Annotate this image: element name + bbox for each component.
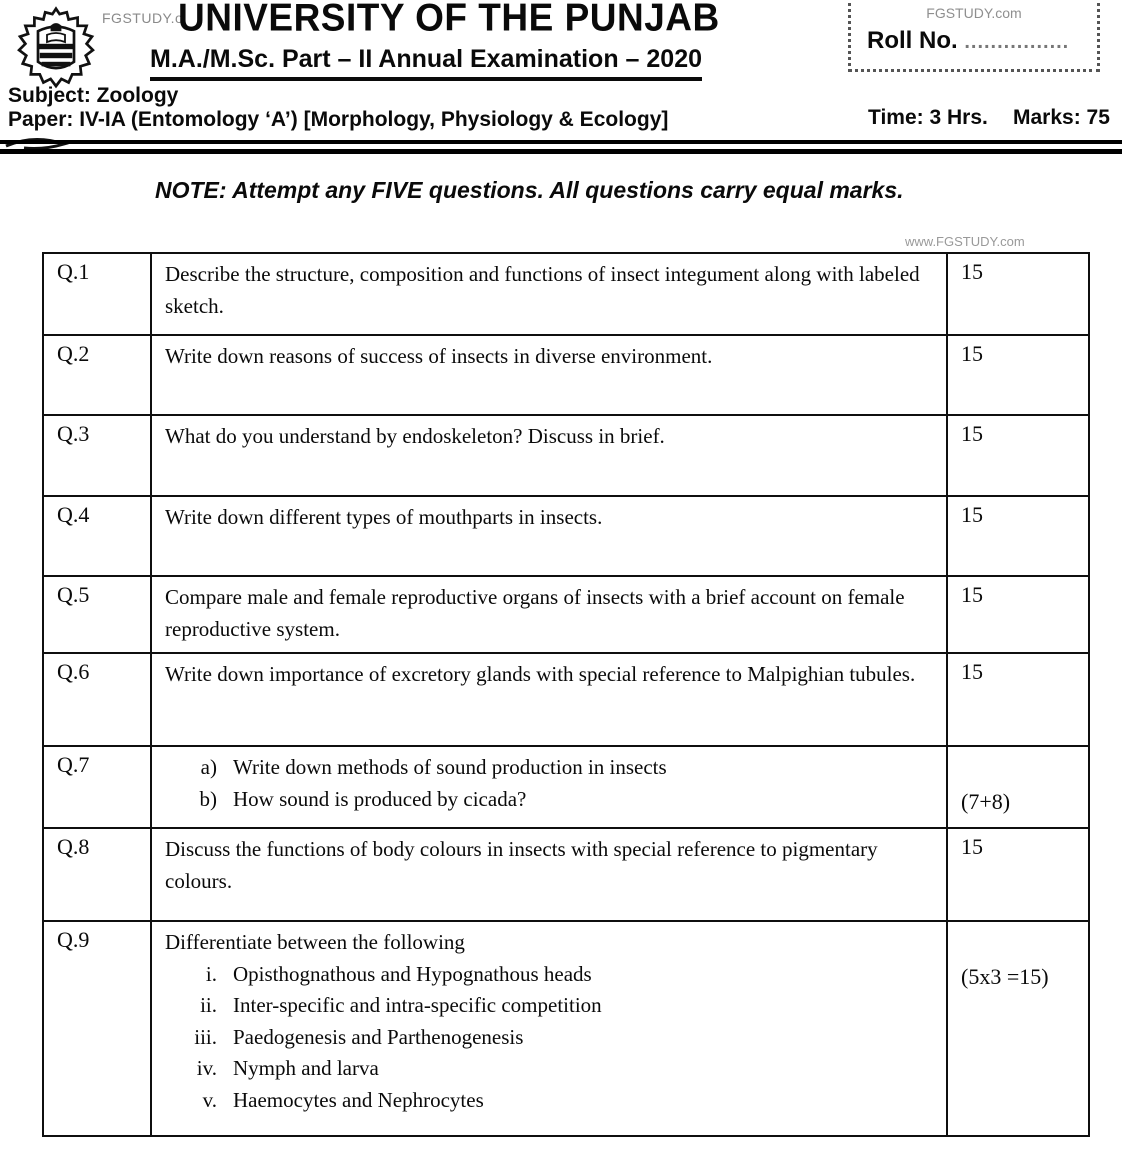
question-line: Haemocytes and Nephrocytes	[233, 1087, 484, 1112]
question-number: Q.1	[43, 253, 151, 335]
question-row	[43, 253, 1089, 335]
question-marks: (5x3 =15)	[947, 921, 1089, 1136]
question-marks: 15	[947, 576, 1089, 653]
list-marker: a)	[200, 755, 217, 779]
roll-no-dotted-line: ................	[964, 31, 1070, 53]
roll-no-box	[848, 0, 1100, 72]
question-text	[151, 415, 947, 496]
list-marker: i.	[205, 961, 217, 986]
question-line: Write down different types of mouthparts in insects.	[165, 505, 603, 529]
roll-no-label	[867, 27, 1069, 55]
question-line: Describe the structure, composition and functions of insect integument along with labeled sketch.	[165, 262, 920, 318]
question-marks: 15	[947, 415, 1089, 496]
question-line: Write down reasons of success of insects in diverse environment.	[165, 344, 713, 368]
question-line: Differentiate between the following	[165, 930, 465, 954]
question-text	[151, 921, 947, 1136]
question-text	[151, 335, 947, 415]
roll-no-text: Roll No.	[867, 27, 958, 54]
paper-line: Paper: IV-IA (Entomology ‘A’) [Morphology, Physiology & Ecology]	[8, 108, 669, 131]
question-marks: 15	[947, 653, 1089, 746]
university-logo-crest	[10, 6, 102, 96]
list-marker: b)	[199, 786, 217, 811]
header-divider	[0, 140, 1122, 154]
question-line: Compare male and female reproductive organs of insects with a brief account on female reproductive system.	[165, 585, 905, 641]
question-row	[43, 576, 1089, 653]
question-number: Q.3	[43, 415, 151, 496]
question-line: What do you understand by endoskeleton? Discuss in brief.	[165, 424, 665, 448]
question-line: Discuss the functions of body colours in insects with special reference to pigmentary colours.	[165, 837, 878, 893]
question-row	[43, 496, 1089, 576]
question-number: Q.7	[43, 746, 151, 828]
question-marks: 15	[947, 496, 1089, 576]
question-text	[151, 496, 947, 576]
watermark-above-table: www.FGSTUDY.com	[905, 234, 1025, 249]
list-marker: v.	[202, 1087, 217, 1112]
question-line: Paedogenesis and Parthenogenesis	[233, 1024, 524, 1049]
question-line: How sound is produced by cicada?	[233, 786, 527, 811]
question-line: Write down methods of sound production in insects	[233, 755, 667, 779]
question-number: Q.9	[43, 921, 151, 1136]
question-marks: 15	[947, 253, 1089, 335]
university-title: UNIVERSITY OF THE PUNJAB	[178, 0, 720, 39]
question-row	[43, 335, 1089, 415]
note-line: NOTE: Attempt any FIVE questions. All questions carry equal marks.	[155, 177, 904, 203]
question-marks: (7+8)	[947, 746, 1089, 828]
question-row	[43, 653, 1089, 746]
time-allowed: Time: 3 Hrs.	[868, 106, 988, 129]
question-line: Inter-specific and intra-specific competition	[233, 993, 602, 1017]
question-marks: 15	[947, 828, 1089, 921]
total-marks: Marks: 75	[1013, 106, 1110, 129]
question-row	[43, 921, 1089, 1136]
list-marker: iii.	[194, 1024, 217, 1049]
question-text	[151, 653, 947, 746]
question-text	[151, 253, 947, 335]
question-text	[151, 576, 947, 653]
question-number: Q.2	[43, 335, 151, 415]
question-line: Write down importance of excretory glands with special reference to Malpighian tubules.	[165, 662, 916, 686]
question-number: Q.8	[43, 828, 151, 921]
question-line: Opisthognathous and Hypognathous heads	[233, 961, 592, 986]
roll-box-watermark: FGSTUDY.com	[926, 5, 1022, 21]
watermark-top: FGSTUDY.o	[102, 10, 184, 26]
crest-icon	[10, 6, 102, 96]
exam-session-line: M.A./M.Sc. Part – II Annual Examination – 2020	[150, 45, 702, 81]
question-row	[43, 828, 1089, 921]
question-row	[43, 415, 1089, 496]
subject-line: Subject: Zoology	[8, 84, 179, 107]
question-number: Q.6	[43, 653, 151, 746]
question-marks: 15	[947, 335, 1089, 415]
question-number: Q.4	[43, 496, 151, 576]
list-marker: iv.	[196, 1056, 217, 1080]
question-row	[43, 746, 1089, 828]
question-text	[151, 828, 947, 921]
question-text	[151, 746, 947, 828]
list-marker: ii.	[200, 993, 217, 1017]
question-number: Q.5	[43, 576, 151, 653]
question-table	[42, 252, 1090, 1137]
question-line: Nymph and larva	[233, 1056, 379, 1080]
